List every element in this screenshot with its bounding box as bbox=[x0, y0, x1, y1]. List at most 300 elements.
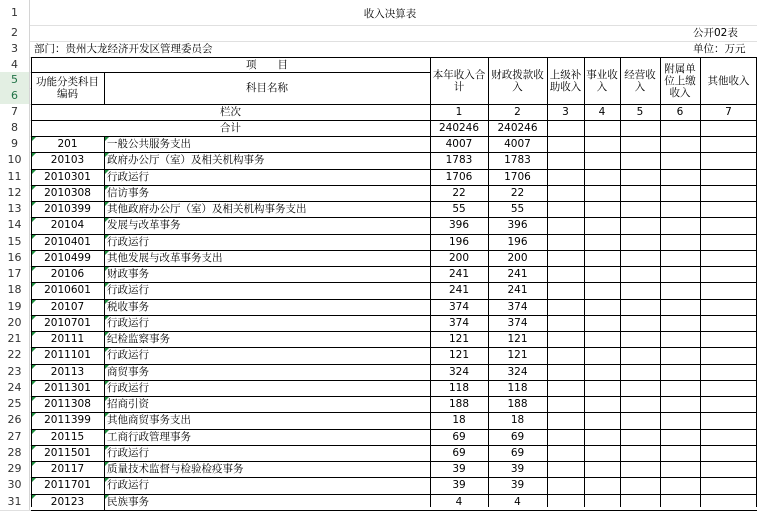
empty-cell[interactable] bbox=[547, 185, 584, 201]
column-border bbox=[104, 72, 105, 104]
fiscal-income[interactable]: 118 bbox=[507, 381, 528, 394]
empty-cell[interactable] bbox=[547, 364, 584, 380]
row-header-27[interactable]: 27 bbox=[0, 429, 30, 445]
row-border bbox=[31, 104, 757, 105]
subject-code[interactable]: 20103 bbox=[50, 154, 85, 167]
subject-name[interactable]: 行政运行 bbox=[107, 349, 149, 362]
total-income[interactable]: 374 bbox=[448, 316, 470, 329]
empty-cell[interactable] bbox=[584, 477, 620, 493]
row-border bbox=[31, 217, 757, 218]
row-header-31[interactable]: 31 bbox=[0, 494, 30, 510]
total-income[interactable]: 121 bbox=[448, 333, 470, 346]
empty-cell[interactable] bbox=[700, 185, 757, 201]
empty-cell[interactable] bbox=[660, 266, 700, 282]
empty-cell[interactable] bbox=[547, 282, 584, 298]
subject-name[interactable]: 其他发展与改革事务支出 bbox=[107, 251, 223, 264]
empty-cell[interactable] bbox=[547, 152, 584, 168]
row-header-26[interactable]: 26 bbox=[0, 412, 30, 428]
empty-cell[interactable] bbox=[584, 152, 620, 168]
fiscal-income[interactable]: 55 bbox=[510, 203, 525, 216]
empty-cell[interactable] bbox=[584, 234, 620, 250]
sheet-title[interactable]: 收入决算表 bbox=[363, 7, 417, 20]
column-border bbox=[700, 57, 701, 507]
total-income[interactable]: 1706 bbox=[445, 170, 473, 183]
row-border bbox=[31, 461, 757, 462]
column-index-1[interactable]: 1 bbox=[455, 106, 463, 118]
empty-cell[interactable] bbox=[660, 299, 700, 315]
empty-cell[interactable] bbox=[584, 201, 620, 217]
subject-name[interactable]: 招商引资 bbox=[107, 398, 149, 411]
header-business-income[interactable]: 事业收入 bbox=[586, 68, 618, 93]
empty-cell[interactable] bbox=[547, 136, 584, 152]
column-border bbox=[104, 266, 105, 283]
empty-cell[interactable] bbox=[660, 494, 700, 510]
row-header-19[interactable]: 19 bbox=[0, 299, 30, 315]
row-header-11[interactable]: 11 bbox=[0, 169, 30, 185]
subject-name[interactable]: 纪检监察事务 bbox=[107, 333, 170, 346]
empty-cell[interactable] bbox=[620, 347, 660, 363]
subject-name[interactable]: 行政运行 bbox=[107, 170, 149, 183]
empty-cell[interactable] bbox=[620, 299, 660, 315]
empty-cell[interactable] bbox=[700, 136, 757, 152]
empty-cell[interactable] bbox=[660, 282, 700, 298]
empty-cell[interactable] bbox=[620, 234, 660, 250]
total-income[interactable]: 39 bbox=[452, 479, 466, 492]
total-income[interactable]: 39 bbox=[452, 463, 466, 476]
empty-cell[interactable] bbox=[620, 169, 660, 185]
empty-cell[interactable] bbox=[660, 364, 700, 380]
empty-cell[interactable] bbox=[620, 217, 660, 233]
fiscal-income[interactable]: 4007 bbox=[504, 138, 531, 151]
error-marker-icon bbox=[32, 413, 36, 417]
empty-cell[interactable] bbox=[584, 299, 620, 315]
header-affiliate-income[interactable]: 附属单位上缴收入 bbox=[664, 62, 696, 99]
empty-cell[interactable] bbox=[620, 152, 660, 168]
subject-name[interactable]: 税收事务 bbox=[107, 300, 149, 313]
empty-cell[interactable] bbox=[584, 494, 620, 510]
empty-cell[interactable] bbox=[547, 299, 584, 315]
subject-name[interactable]: 行政运行 bbox=[107, 479, 149, 492]
header-total-income[interactable]: 本年收入合计 bbox=[432, 68, 486, 93]
empty-cell[interactable] bbox=[660, 331, 700, 347]
subject-name[interactable]: 工商行政管理事务 bbox=[107, 430, 191, 443]
total-income[interactable]: 324 bbox=[448, 365, 470, 378]
column-border bbox=[488, 57, 489, 507]
empty-cell[interactable] bbox=[620, 201, 660, 217]
empty-cell[interactable] bbox=[620, 364, 660, 380]
empty-cell[interactable] bbox=[620, 282, 660, 298]
empty-cell[interactable] bbox=[700, 380, 757, 396]
fiscal-income[interactable]: 22 bbox=[510, 186, 525, 199]
empty-cell[interactable] bbox=[700, 412, 757, 428]
subject-name[interactable]: 信访事务 bbox=[107, 186, 149, 199]
fiscal-income[interactable]: 121 bbox=[507, 333, 528, 346]
subject-code[interactable]: 2010301 bbox=[44, 170, 91, 183]
empty-cell[interactable] bbox=[700, 169, 757, 185]
subject-code[interactable]: 20111 bbox=[50, 333, 85, 346]
error-marker-icon bbox=[32, 170, 36, 174]
empty-cell[interactable] bbox=[620, 494, 660, 510]
total-income[interactable]: 18 bbox=[452, 414, 466, 427]
empty-cell[interactable] bbox=[584, 412, 620, 428]
fiscal-income[interactable]: 396 bbox=[507, 219, 528, 232]
empty-cell[interactable] bbox=[700, 217, 757, 233]
empty-cell[interactable] bbox=[547, 429, 584, 445]
empty-cell[interactable] bbox=[620, 331, 660, 347]
row-border bbox=[31, 477, 757, 478]
empty-cell[interactable] bbox=[700, 461, 757, 477]
fiscal-income[interactable]: 1783 bbox=[504, 154, 531, 167]
empty-cell[interactable] bbox=[584, 169, 620, 185]
row-header-2[interactable]: 2 bbox=[0, 25, 30, 41]
subject-code[interactable]: 20107 bbox=[50, 300, 85, 313]
error-marker-icon bbox=[32, 186, 36, 190]
subject-name[interactable]: 质量技术监督与检验检疫事务 bbox=[107, 463, 244, 476]
empty-cell[interactable] bbox=[660, 217, 700, 233]
fiscal-income[interactable]: 241 bbox=[507, 284, 528, 297]
fiscal-income[interactable]: 200 bbox=[507, 251, 528, 264]
fiscal-income[interactable]: 69 bbox=[510, 446, 525, 459]
subject-name[interactable]: 商贸事务 bbox=[107, 365, 149, 378]
total-income[interactable]: 396 bbox=[448, 219, 470, 232]
row-header-21[interactable]: 21 bbox=[0, 331, 30, 347]
empty-cell[interactable] bbox=[700, 234, 757, 250]
fiscal-income[interactable]: 196 bbox=[507, 235, 528, 248]
header-subject-name[interactable]: 科目名称 bbox=[246, 82, 288, 94]
empty-cell[interactable] bbox=[620, 461, 660, 477]
error-marker-icon bbox=[32, 397, 36, 401]
subject-code[interactable]: 2010601 bbox=[44, 284, 91, 297]
total-label[interactable]: 合计 bbox=[220, 122, 241, 134]
row-header-8[interactable]: 8 bbox=[0, 120, 30, 136]
fiscal-income[interactable]: 324 bbox=[507, 365, 528, 378]
empty-cell[interactable] bbox=[547, 396, 584, 412]
subject-code[interactable]: 2010399 bbox=[44, 203, 91, 216]
empty-cell[interactable] bbox=[620, 250, 660, 266]
empty-cell[interactable] bbox=[584, 185, 620, 201]
row-border bbox=[31, 380, 757, 381]
error-marker-icon bbox=[32, 462, 36, 466]
error-marker-icon bbox=[105, 430, 109, 434]
empty-cell[interactable] bbox=[660, 315, 700, 331]
column-index-label[interactable]: 栏次 bbox=[220, 106, 241, 118]
subject-code[interactable]: 2010701 bbox=[44, 316, 91, 329]
total-income[interactable]: 55 bbox=[452, 203, 466, 216]
empty-cell[interactable] bbox=[547, 494, 584, 510]
total-income[interactable]: 121 bbox=[448, 349, 470, 362]
empty-cell[interactable] bbox=[660, 169, 700, 185]
subject-code[interactable]: 20123 bbox=[50, 495, 85, 508]
empty-cell[interactable] bbox=[700, 396, 757, 412]
empty-cell[interactable] bbox=[660, 234, 700, 250]
row-header-10[interactable]: 10 bbox=[0, 152, 30, 168]
total-income[interactable]: 4007 bbox=[445, 138, 473, 151]
fiscal-income[interactable]: 39 bbox=[510, 479, 525, 492]
row-header-14[interactable]: 14 bbox=[0, 217, 30, 233]
row-header-24[interactable]: 24 bbox=[0, 380, 30, 396]
fiscal-income[interactable]: 39 bbox=[510, 463, 525, 476]
empty-cell[interactable] bbox=[584, 136, 620, 152]
empty-cell[interactable] bbox=[700, 445, 757, 461]
empty-cell[interactable] bbox=[620, 136, 660, 152]
empty-cell[interactable] bbox=[547, 266, 584, 282]
total-income[interactable]: 241 bbox=[448, 284, 470, 297]
empty-cell[interactable] bbox=[620, 185, 660, 201]
empty-cell[interactable] bbox=[584, 266, 620, 282]
empty-cell[interactable] bbox=[584, 445, 620, 461]
subject-name[interactable]: 其他商贸事务支出 bbox=[107, 414, 191, 427]
empty-cell[interactable] bbox=[547, 412, 584, 428]
fiscal-income[interactable]: 188 bbox=[507, 398, 528, 411]
error-marker-icon bbox=[32, 332, 36, 336]
row-header-4[interactable]: 4 bbox=[0, 57, 30, 72]
subject-code[interactable]: 2011399 bbox=[44, 414, 91, 427]
row-header-23[interactable]: 23 bbox=[0, 364, 30, 380]
fiscal-income[interactable]: 1706 bbox=[504, 170, 531, 183]
empty-cell[interactable] bbox=[584, 331, 620, 347]
subject-code[interactable]: 20113 bbox=[50, 365, 85, 378]
column-index-3[interactable]: 3 bbox=[562, 106, 569, 118]
error-marker-icon bbox=[32, 235, 36, 239]
total-income[interactable]: 200 bbox=[448, 251, 470, 264]
column-index-2[interactable]: 2 bbox=[514, 106, 521, 118]
fiscal-income[interactable]: 4 bbox=[514, 495, 521, 508]
row-header-9[interactable]: 9 bbox=[0, 136, 30, 152]
empty-cell[interactable] bbox=[620, 380, 660, 396]
fiscal-income[interactable]: 374 bbox=[507, 300, 528, 313]
empty-cell[interactable] bbox=[700, 250, 757, 266]
row-header-20[interactable]: 20 bbox=[0, 315, 30, 331]
empty-cell[interactable] bbox=[547, 201, 584, 217]
empty-cell[interactable] bbox=[547, 315, 584, 331]
subject-name[interactable]: 行政运行 bbox=[107, 446, 149, 459]
form-code[interactable]: 公开02表 bbox=[693, 27, 738, 39]
empty-cell[interactable] bbox=[660, 412, 700, 428]
empty-cell[interactable] bbox=[700, 152, 757, 168]
header-operating-income[interactable]: 经营收入 bbox=[624, 68, 656, 93]
row-header-16[interactable]: 16 bbox=[0, 250, 30, 266]
subject-code[interactable]: 20104 bbox=[50, 219, 85, 232]
total-income[interactable]: 69 bbox=[452, 446, 466, 459]
row-header-28[interactable]: 28 bbox=[0, 445, 30, 461]
row-header-3[interactable]: 3 bbox=[0, 41, 30, 57]
subject-name[interactable]: 行政运行 bbox=[107, 381, 149, 394]
empty-cell[interactable] bbox=[547, 347, 584, 363]
column-border bbox=[104, 201, 105, 218]
empty-cell[interactable] bbox=[700, 494, 757, 510]
row-border bbox=[31, 494, 757, 495]
column-border bbox=[430, 57, 431, 507]
empty-cell[interactable] bbox=[584, 282, 620, 298]
empty-cell[interactable] bbox=[547, 169, 584, 185]
empty-cell[interactable] bbox=[660, 380, 700, 396]
empty-cell[interactable] bbox=[584, 315, 620, 331]
row-border bbox=[31, 136, 757, 137]
column-index-4[interactable]: 4 bbox=[598, 106, 606, 118]
total-income[interactable]: 22 bbox=[452, 186, 466, 199]
empty-cell[interactable] bbox=[700, 315, 757, 331]
subject-code[interactable]: 2011701 bbox=[44, 479, 91, 492]
empty-cell[interactable] bbox=[660, 477, 700, 493]
column-border bbox=[104, 429, 105, 446]
subject-name[interactable]: 一般公共服务支出 bbox=[107, 138, 191, 151]
error-marker-icon bbox=[105, 202, 109, 206]
header-other-income[interactable]: 其他收入 bbox=[707, 74, 750, 87]
row-header-13[interactable]: 13 bbox=[0, 201, 30, 217]
empty-cell[interactable] bbox=[547, 234, 584, 250]
empty-cell[interactable] bbox=[584, 347, 620, 363]
subject-name[interactable]: 政府办公厅（室）及相关机构事务 bbox=[107, 154, 265, 167]
empty-cell[interactable] bbox=[584, 217, 620, 233]
header-fiscal-income[interactable]: 财政拨款收入 bbox=[491, 68, 544, 93]
error-marker-icon bbox=[105, 478, 109, 482]
subject-code[interactable]: 2010401 bbox=[44, 235, 91, 248]
row-header-18[interactable]: 18 bbox=[0, 282, 30, 298]
subject-code[interactable]: 201 bbox=[57, 138, 78, 151]
empty-cell[interactable] bbox=[620, 412, 660, 428]
column-index-6[interactable]: 6 bbox=[676, 106, 684, 118]
error-marker-icon bbox=[105, 332, 109, 336]
subject-code[interactable]: 20106 bbox=[50, 268, 85, 281]
total-income[interactable]: 241 bbox=[448, 268, 470, 281]
empty-cell[interactable] bbox=[547, 331, 584, 347]
empty-cell[interactable] bbox=[547, 461, 584, 477]
empty-cell[interactable] bbox=[660, 445, 700, 461]
empty-cell[interactable] bbox=[700, 299, 757, 315]
subject-code[interactable]: 20117 bbox=[50, 463, 85, 476]
empty-cell[interactable] bbox=[547, 445, 584, 461]
column-border bbox=[104, 380, 105, 397]
subject-code[interactable]: 2011308 bbox=[44, 398, 91, 411]
fiscal-income[interactable]: 121 bbox=[507, 349, 528, 362]
empty-cell[interactable] bbox=[584, 429, 620, 445]
subject-code[interactable]: 2010308 bbox=[44, 186, 91, 199]
empty-cell[interactable] bbox=[700, 282, 757, 298]
row-header-25[interactable]: 25 bbox=[0, 396, 30, 412]
error-marker-icon bbox=[32, 300, 36, 304]
empty-cell[interactable] bbox=[620, 477, 660, 493]
empty-cell[interactable] bbox=[660, 250, 700, 266]
empty-cell[interactable] bbox=[547, 217, 584, 233]
row-header-7[interactable]: 7 bbox=[0, 104, 30, 120]
empty-cell[interactable] bbox=[660, 185, 700, 201]
subject-code[interactable]: 2011101 bbox=[44, 349, 91, 362]
empty-cell[interactable] bbox=[547, 380, 584, 396]
total-income[interactable]: 118 bbox=[448, 381, 470, 394]
empty-cell[interactable] bbox=[700, 347, 757, 363]
empty-cell[interactable] bbox=[584, 364, 620, 380]
subject-name[interactable]: 财政事务 bbox=[107, 268, 149, 281]
total-income-value[interactable]: 240246 bbox=[438, 122, 480, 134]
subject-name[interactable]: 行政运行 bbox=[107, 316, 149, 329]
error-marker-icon bbox=[105, 218, 109, 222]
column-border bbox=[104, 234, 105, 251]
row-header-12[interactable]: 12 bbox=[0, 185, 30, 201]
empty-cell[interactable] bbox=[547, 477, 584, 493]
subject-name[interactable]: 民族事务 bbox=[107, 495, 149, 508]
empty-cell[interactable] bbox=[660, 201, 700, 217]
total-fiscal-value[interactable]: 240246 bbox=[497, 122, 538, 134]
empty-cell[interactable] bbox=[584, 380, 620, 396]
subject-code[interactable]: 20115 bbox=[50, 430, 85, 443]
fiscal-income[interactable]: 374 bbox=[507, 316, 528, 329]
row-header-1[interactable]: 1 bbox=[0, 0, 30, 25]
empty-cell[interactable] bbox=[584, 461, 620, 477]
total-income[interactable]: 69 bbox=[452, 430, 466, 443]
empty-cell[interactable] bbox=[660, 396, 700, 412]
header-superior-subsidy[interactable]: 上级补助收入 bbox=[549, 68, 582, 93]
row-header-5[interactable]: 5 bbox=[0, 72, 30, 88]
row-border bbox=[31, 315, 757, 316]
row-header-30[interactable]: 30 bbox=[0, 477, 30, 493]
row-border bbox=[31, 429, 757, 430]
empty-cell[interactable] bbox=[584, 250, 620, 266]
column-index-7[interactable]: 7 bbox=[725, 106, 732, 118]
empty-cell[interactable] bbox=[700, 429, 757, 445]
column-border bbox=[104, 217, 105, 234]
subject-code[interactable]: 2011301 bbox=[44, 381, 91, 394]
empty-cell[interactable] bbox=[620, 445, 660, 461]
fiscal-income[interactable]: 18 bbox=[510, 414, 525, 427]
row-border bbox=[31, 396, 757, 397]
error-marker-icon bbox=[32, 137, 36, 141]
empty-cell[interactable] bbox=[660, 136, 700, 152]
empty-cell[interactable] bbox=[700, 201, 757, 217]
column-index-5[interactable]: 5 bbox=[636, 106, 644, 118]
header-function-code[interactable]: 功能分类科目编码 bbox=[36, 76, 99, 100]
empty-cell[interactable] bbox=[620, 429, 660, 445]
unit-label[interactable]: 单位：万元 bbox=[693, 42, 746, 55]
total-income[interactable]: 196 bbox=[448, 235, 470, 248]
empty-cell[interactable] bbox=[620, 315, 660, 331]
row-header-22[interactable]: 22 bbox=[0, 347, 30, 363]
empty-cell[interactable] bbox=[584, 396, 620, 412]
empty-cell[interactable] bbox=[700, 331, 757, 347]
header-item[interactable]: 项 目 bbox=[246, 58, 288, 71]
column-border bbox=[104, 396, 105, 413]
row-border bbox=[31, 25, 757, 26]
subject-name[interactable]: 其他政府办公厅（室）及相关机构事务支出 bbox=[107, 203, 307, 216]
fiscal-income[interactable]: 69 bbox=[510, 430, 525, 443]
empty-cell[interactable] bbox=[700, 364, 757, 380]
empty-cell[interactable] bbox=[620, 266, 660, 282]
empty-cell[interactable] bbox=[547, 250, 584, 266]
row-header-15[interactable]: 15 bbox=[0, 234, 30, 250]
department-label[interactable]: 部门：贵州大龙经济开发区管理委员会 bbox=[34, 42, 213, 55]
empty-cell[interactable] bbox=[700, 266, 757, 282]
row-header-17[interactable]: 17 bbox=[0, 266, 30, 282]
empty-cell[interactable] bbox=[660, 152, 700, 168]
subject-name[interactable]: 发展与改革事务 bbox=[107, 219, 181, 232]
subject-name[interactable]: 行政运行 bbox=[107, 284, 149, 297]
empty-cell[interactable] bbox=[620, 396, 660, 412]
total-income[interactable]: 4 bbox=[455, 495, 463, 508]
error-marker-icon bbox=[105, 381, 109, 385]
empty-cell[interactable] bbox=[660, 429, 700, 445]
row-header-6[interactable]: 6 bbox=[0, 88, 30, 104]
total-income[interactable]: 374 bbox=[448, 300, 470, 313]
empty-cell[interactable] bbox=[660, 461, 700, 477]
row-header-29[interactable]: 29 bbox=[0, 461, 30, 477]
total-income[interactable]: 1783 bbox=[445, 154, 473, 167]
fiscal-income[interactable]: 241 bbox=[507, 268, 528, 281]
total-income[interactable]: 188 bbox=[448, 398, 470, 411]
empty-cell[interactable] bbox=[660, 347, 700, 363]
subject-code[interactable]: 2010499 bbox=[44, 251, 91, 264]
subject-code[interactable]: 2011501 bbox=[44, 446, 91, 459]
empty-cell[interactable] bbox=[700, 477, 757, 493]
subject-name[interactable]: 行政运行 bbox=[107, 235, 149, 248]
